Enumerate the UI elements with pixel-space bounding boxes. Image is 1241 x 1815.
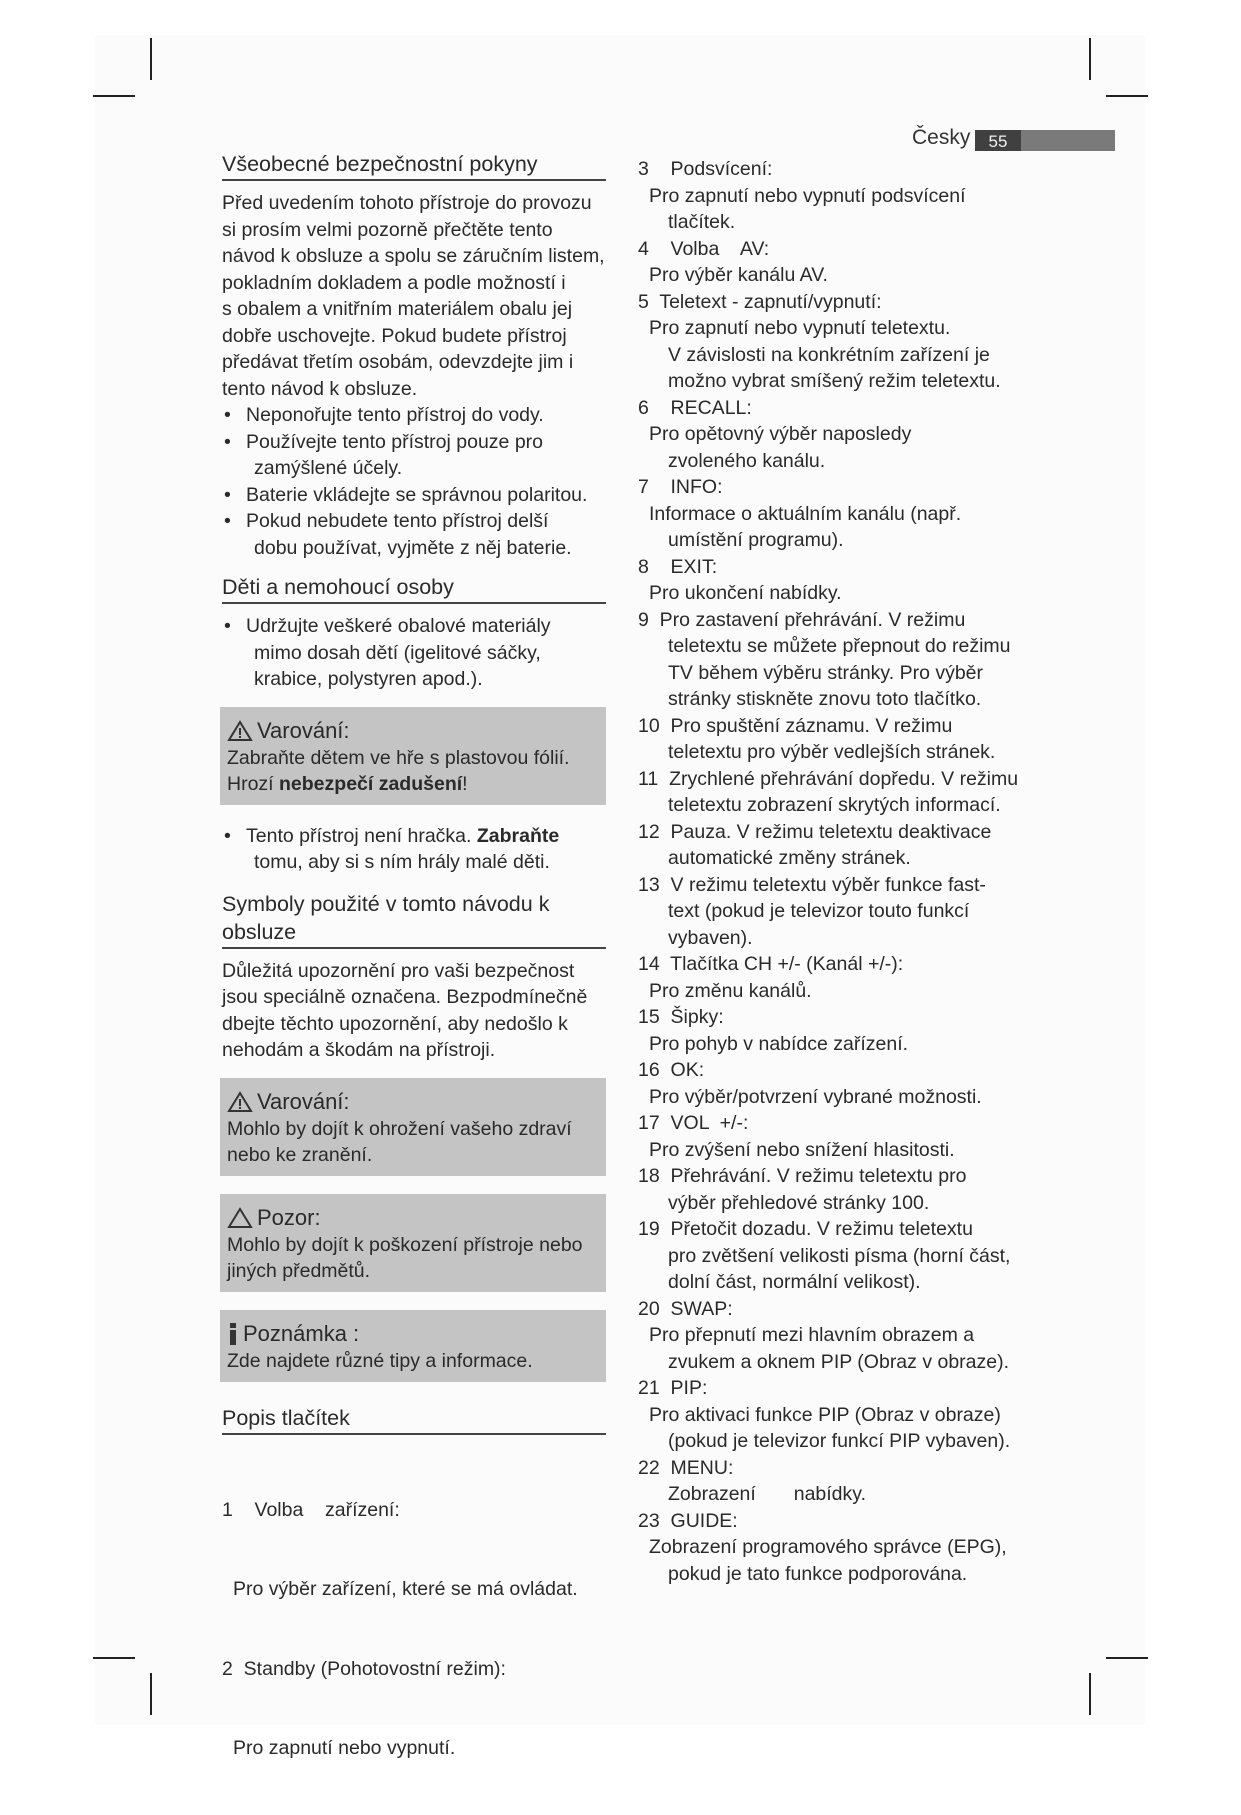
list-item-head: 19 Přetočit dozadu. V režimu teletextu [638, 1218, 973, 1240]
list-item-desc: text (pokud je televizor touto funkcí [668, 900, 970, 922]
text-line: nehodám a škodám na přístroji. [222, 1039, 496, 1061]
list-item-desc: Pro výběr/potvrzení vybrané možnosti. [649, 1085, 982, 1108]
caution-triangle-icon [227, 1207, 253, 1229]
bullet-text: Baterie vkládejte se správnou polaritou. [246, 483, 588, 506]
crop-mark [93, 1657, 135, 1659]
warning-box [220, 1078, 606, 1176]
section-title-buttons: Popis tlačítek [222, 1404, 606, 1435]
list-item-desc: vybaven). [668, 926, 753, 949]
list-item-desc: dolní část, normální velikost). [668, 1271, 921, 1293]
list-item-head: 17 VOL +/-: [638, 1112, 749, 1134]
list-item-desc: pokud je tato funkce podporována. [668, 1562, 968, 1585]
list-item-desc: zvukem a oknem PIP (Obraz v obraze). [668, 1350, 1010, 1373]
list-item-head: 4 Volba AV: [638, 237, 770, 260]
list-item-desc: Pro zapnutí nebo vypnutí teletextu. [649, 317, 951, 339]
list-item-head: 12 Pauza. V režimu teletextu deaktivace [638, 820, 992, 843]
button-list-continued [638, 156, 1038, 1587]
list-item-desc: TV během výběru stránky. Pro výběr [668, 661, 984, 684]
warning-title [227, 717, 599, 745]
bullet-text: Tento přístroj není hračka. [246, 824, 477, 847]
bullet-text: Pokud nebudete tento přístroj delší [246, 510, 549, 532]
list-item [222, 508, 606, 561]
title-line: obsluze [222, 919, 297, 944]
list-item-desc: výběr přehledové stránky 100. [668, 1191, 930, 1214]
caution-title [227, 1204, 599, 1232]
list-item-desc: možno vybrat smíšený režim teletextu. [668, 370, 1001, 392]
bullet-text-cont: krabice, polystyren apod.). [254, 668, 483, 690]
note-title [227, 1320, 599, 1348]
list-item-desc: Informace o aktuálním kanálu (např. [649, 502, 962, 525]
list-item-head: 22 MENU: [638, 1456, 734, 1479]
list-item-head: 23 GUIDE: [638, 1509, 738, 1532]
list-item-desc: Pro zvýšení nebo snížení hlasitosti. [649, 1138, 955, 1161]
list-item-desc: Zobrazení nabídky. [668, 1483, 866, 1505]
section-title-children: Děti a nemohoucí osoby [222, 573, 606, 604]
crop-mark [93, 95, 135, 97]
list-item-desc: Pro výběr kanálu AV. [649, 264, 828, 286]
text-line: dobře uschovejte. Pokud budete přístroj [222, 324, 567, 347]
list-item-desc: teletextu pro výběr vedlejších stránek. [668, 741, 996, 763]
crop-mark [150, 1673, 152, 1715]
bullet-text: Udržujte veškeré obalové materiály [246, 615, 551, 637]
children-bullets [222, 613, 606, 693]
text-line: Důležitá upozornění pro vaši bezpečnost [222, 959, 575, 982]
text-line: návod k obsluze a spolu se záručním listem, [222, 245, 605, 267]
list-item-desc: Pro opětovný výběr naposledy [649, 423, 912, 445]
bullet-text-cont: tomu, aby si s ním hrály malé děti. [254, 851, 550, 873]
crop-mark [1089, 1673, 1091, 1715]
section-title-symbols [222, 890, 606, 949]
list-item-desc: teletextu se můžete přepnout do režimu [668, 635, 1011, 657]
children-bullets-2 [222, 823, 606, 876]
list-item [222, 613, 606, 693]
warning-body [227, 1116, 599, 1168]
list-item [222, 429, 606, 482]
list-item-head: 8 EXIT: [638, 555, 718, 578]
list-item-desc: (pokud je televizor funkcí PIP vybaven). [668, 1430, 1011, 1452]
list-item-head: 21 PIP: [638, 1377, 708, 1399]
note-body [227, 1348, 599, 1374]
list-item-head: 11 Zrychlené přehrávání dopředu. V režimu [638, 767, 1019, 790]
safety-paragraph [222, 190, 606, 402]
crop-mark [1089, 38, 1091, 80]
list-item-head: 3 Podsvícení: [638, 158, 773, 180]
button-list [222, 1444, 606, 1815]
list-item-desc: zvoleného kanálu. [668, 449, 826, 472]
list-item-head: 16 OK: [638, 1059, 705, 1081]
list-item-head: 15 Šipky: [638, 1006, 724, 1028]
list-item-desc: Pro přepnutí mezi hlavním obrazem a [649, 1324, 975, 1346]
caution-body [227, 1232, 599, 1284]
note-title-text: Poznámka : [243, 1320, 360, 1346]
list-item [222, 402, 606, 429]
list-item-head: 13 V režimu teletextu výběr funkce fast- [638, 873, 986, 896]
list-item-desc: Pro aktivaci funkce PIP (Obraz v obraze) [649, 1403, 1001, 1426]
text-line: Zde najdete různé tipy a informace. [227, 1349, 533, 1372]
text-line: dbejte těchto upozornění, aby nedošlo k [222, 1012, 568, 1035]
crop-mark [1106, 1657, 1148, 1659]
list-item-desc: Pro ukončení nabídky. [649, 582, 842, 604]
text-line: Před uvedením tohoto přístroje do provozu [222, 192, 592, 214]
text-line: jsou speciálně označena. Bezpodmínečně [222, 986, 588, 1008]
list-item-desc: Zobrazení programového správce (EPG), [649, 1536, 1007, 1558]
list-item-head: 6 RECALL: [638, 396, 752, 419]
list-item-head: 20 SWAP: [638, 1297, 733, 1320]
info-icon [227, 1322, 239, 1346]
text-line [227, 771, 599, 797]
text-line: jiných předmětů. [227, 1259, 371, 1282]
text-span: ! [462, 772, 468, 795]
list-item-head: 2 Standby (Pohotovostní režim): [222, 1657, 506, 1680]
text-line: předávat třetím osobám, odevzdejte jim i [222, 351, 574, 373]
bold-text: Zabraňte [476, 824, 560, 847]
title-line: Symboly použité v tomto návodu k [222, 891, 550, 916]
list-item-desc: Pro výběr zařízení, které se má ovládat. [233, 1578, 578, 1600]
list-item-desc: Pro změnu kanálů. [649, 979, 812, 1002]
language-label: Česky [912, 126, 971, 149]
list-item-head: 7 INFO: [638, 476, 723, 498]
text-line: s obalem a vnitřním materiálem obalu jej [222, 298, 573, 320]
warning-title-text: Varování: [257, 717, 350, 743]
list-item-desc: Pro pohyb v nabídce zařízení. [649, 1032, 909, 1055]
crop-mark [1106, 95, 1148, 97]
list-item-desc: umístění programu). [668, 529, 844, 551]
bullet-text-cont: dobu používat, vyjměte z něj baterie. [254, 536, 572, 559]
list-item-head: 9 Pro zastavení přehrávání. V režimu [638, 608, 966, 631]
list-item-desc: Pro zapnutí nebo vypnutí. [233, 1737, 456, 1759]
text-line: si prosím velmi pozorně přečtěte tento [222, 218, 553, 241]
text-line: tento návod k obsluze. [222, 377, 418, 400]
left-column [222, 150, 606, 1815]
text-line: nebo ke zranění. [227, 1143, 373, 1166]
warning-title-text: Varování: [257, 1088, 350, 1114]
note-box [220, 1310, 606, 1382]
list-item-head: 10 Pro spuštění záznamu. V režimu [638, 714, 953, 737]
text-line: Zabraňte dětem ve hře s plastovou fólií. [227, 746, 570, 769]
list-item-desc: pro zvětšení velikosti písma (horní část, [668, 1244, 1011, 1267]
text-span: Hrozí [227, 772, 280, 795]
warning-body [227, 745, 599, 797]
warning-triangle-icon [227, 720, 253, 742]
caution-box [220, 1194, 606, 1292]
list-item [222, 482, 606, 509]
caution-title-text: Pozor: [257, 1204, 321, 1230]
list-item-desc: V závislosti na konkrétním zařízení je [668, 343, 990, 366]
text-line: Mohlo by dojít k ohrožení vašeho zdraví [227, 1117, 572, 1140]
page-number: 55 [975, 130, 1021, 151]
list-item-desc: teletextu zobrazení skrytých informací. [668, 794, 1001, 816]
header-bar [975, 130, 1115, 151]
right-column [638, 156, 1038, 1587]
text-line: pokladním dokladem a podle možností i [222, 271, 566, 294]
warning-triangle-icon [227, 1091, 253, 1113]
list-item-desc: tlačítek. [668, 211, 736, 233]
list-item-desc: automatické změny stránek. [668, 847, 911, 869]
list-item [222, 823, 606, 876]
list-item-head: 5 Teletext - zapnutí/vypnutí: [638, 290, 882, 313]
list-item-desc: Pro zapnutí nebo vypnutí podsvícení [649, 184, 966, 207]
bold-text: nebezpečí zadušení [279, 772, 463, 795]
symbols-paragraph [222, 958, 606, 1064]
crop-mark [150, 38, 152, 80]
section-title-safety: Všeobecné bezpečnostní pokyny [222, 150, 606, 181]
list-item-head: 18 Přehrávání. V režimu teletextu pro [638, 1165, 967, 1187]
bullet-text-cont: zamýšlené účely. [254, 457, 403, 479]
list-item-head: 14 Tlačítka CH +/- (Kanál +/-): [638, 953, 904, 975]
warning-title [227, 1088, 599, 1116]
bullet-text-cont: mimo dosah dětí (igelitové sáčky, [254, 641, 541, 664]
list-item-desc: stránky stiskněte znovu toto tlačítko. [668, 688, 982, 710]
bullet-text: Neponořujte tento přístroj do vody. [246, 404, 544, 426]
text-line: Mohlo by dojít k poškození přístroje nebo [227, 1233, 583, 1256]
bullet-text: Používejte tento přístroj pouze pro [246, 430, 544, 453]
safety-bullets [222, 402, 606, 561]
warning-box-children [220, 707, 606, 805]
list-item-head: 1 Volba zařízení: [222, 1498, 400, 1521]
